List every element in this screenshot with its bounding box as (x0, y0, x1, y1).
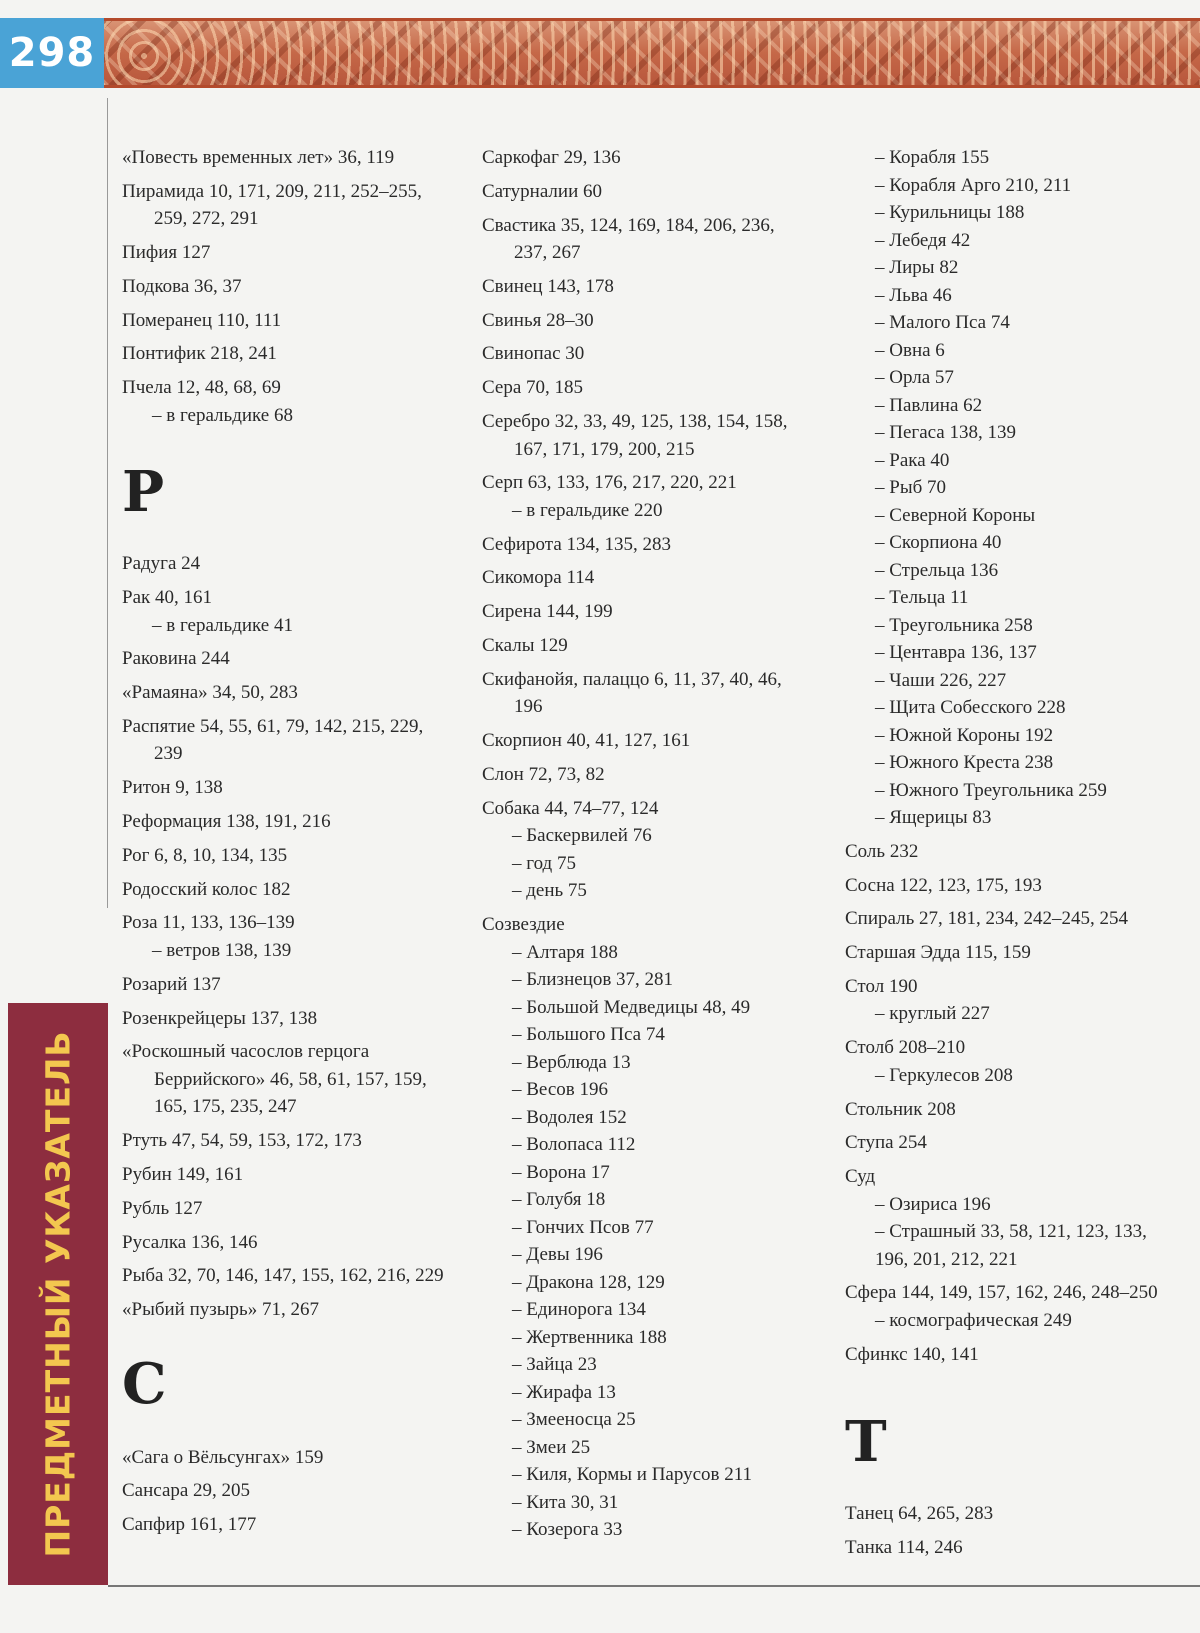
index-entry: Раковина 244 (122, 648, 230, 670)
index-entry: Роза 11, 133, 136–139 – ветров 138, 139 (122, 912, 295, 961)
page-number: 298 (0, 18, 104, 88)
bottom-rule (108, 1585, 1200, 1587)
index-entry: Спираль 27, 181, 234, 242–245, 254 (845, 908, 1129, 930)
section-letter-s: С (122, 1350, 167, 1417)
index-entry: Танец 64, 265, 283 (845, 1503, 994, 1525)
index-entry: Столб 208–210 – Геркулесов 208 (845, 1037, 1013, 1086)
section-letter-r: Р (122, 459, 165, 526)
index-entry: Серп 63, 133, 176, 217, 220, 221 – в геральдике 220 (482, 472, 737, 521)
index-entry: Свинья 28–30 (482, 309, 594, 331)
index-entry: Родосский колос 182 (122, 878, 291, 900)
section-letter-t: Т (845, 1409, 887, 1476)
index-entry: Свастика 35, 124, 169, 184, 206, 236, 237, 267 (482, 214, 775, 264)
section-side-tab (8, 1003, 108, 1585)
index-entry: Сфера 144, 149, 157, 162, 246, 248–250 – космографическая 249 (845, 1282, 1158, 1331)
index-entry: Рыба 32, 70, 146, 147, 155, 162, 216, 229 (122, 1265, 444, 1287)
index-entry: Стол 190 – круглый 227 (845, 975, 990, 1025)
index-entry: Скорпион 40, 41, 127, 161 (482, 730, 691, 752)
index-entry: Розенкрейцеры 137, 138 (122, 1007, 318, 1029)
index-entry: Рубль 127 (122, 1197, 203, 1219)
index-entry: Рог 6, 8, 10, 134, 135 (122, 844, 288, 866)
margin-rule (107, 98, 108, 908)
index-entry: Стольник 208 (845, 1098, 956, 1120)
index-entry: «Роскошный часослов герцога Беррийского» 46, 58, 61, 157, 159, 165, 175, 235, 247 (122, 1041, 427, 1118)
index-entry: «Рыбий пузырь» 71, 267 (122, 1299, 319, 1321)
index-entry: Сера 70, 185 (482, 377, 584, 399)
index-entry: Ртуть 47, 54, 59, 153, 172, 173 (122, 1130, 362, 1152)
index-entry: Сирена 144, 199 (482, 601, 613, 623)
index-entry: Серебро 32, 33, 49, 125, 138, 154, 158, 167, 171, 179, 200, 215 (482, 411, 788, 460)
index-entry: Танка 114, 246 (845, 1537, 963, 1559)
index-entry: Сатурналии 60 (482, 180, 603, 202)
index-entry-continued: – Корабля 155 – Корабля Арго 210, 211 – Курильницы 188 – Лебедя 42 – Лиры 82 – Льва 46 – Малого Пса 74 – Овна 6 – Орла 57 – Павлина 62 – Пегаса 138, 139 – Рака 40 – Рыб 70 – Северной Короны – Скорпиона 40 – Стрельца 136 – Тельца 11 – Треугольника 258 – Центавра 136, 137 – Чаши 226, 227 – Щита Собесского 228 – Южной Короны 192 – Южного Креста 238 – Южного Треугольника 259 – Ящерицы 83 (875, 147, 1107, 828)
index-entry: Свинопас 30 (482, 343, 585, 365)
index-column-2 (482, 144, 812, 1550)
index-entry: Ступа 254 (845, 1132, 927, 1154)
index-entry: Собака 44, 74–77, 124 – Баскервилей 76 – год 75 – день 75 (482, 797, 659, 902)
ornamental-border (104, 18, 1200, 88)
index-entry: Пирамида 10, 171, 209, 211, 252–255, 259, 272, 291 (122, 180, 422, 230)
index-entry: Свинец 143, 178 (482, 275, 614, 297)
index-entry: Созвездие – Алтаря 188 – Близнецов 37, 281 – Большой Медведицы 48, 49 – Большого Пса 74 – Верблюда 13 – Весов 196 – Водолея 152 – Волопаса 112 – Ворона 17 – Голубя 18 – Гончих Псов 77 – Девы 196 – Дракона 128, 129 – Единорога 134 – Жертвенника 188 – Зайца 23 – Жирафа 13 – Змееносца 25 – Змеи 25 – Киля, Кормы и Парусов 211 – Кита 30, 31 – Козерога 33 (482, 914, 753, 1541)
index-entry: Скифанойя, палаццо 6, 11, 37, 40, 46, 196 (482, 668, 782, 718)
side-tab-label: ПРЕДМЕТНЫЙ УКАЗАТЕЛЬ (38, 1030, 78, 1558)
index-entry: Скалы 129 (482, 635, 568, 657)
index-entry: Русалка 136, 146 (122, 1231, 258, 1253)
index-column-1 (122, 144, 452, 1545)
index-entry: Реформация 138, 191, 216 (122, 811, 331, 833)
index-entry: Рак 40, 161 – в геральдике 41 (122, 587, 293, 636)
index-entry: Розарий 137 (122, 973, 221, 995)
index-entry: Сансара 29, 205 (122, 1480, 251, 1502)
index-entry: «Повесть временных лет» 36, 119 (122, 147, 395, 168)
index-entry: Рубин 149, 161 (122, 1163, 244, 1185)
index-entry: Понтифик 218, 241 (122, 343, 277, 365)
index-entry: Пифия 127 (122, 242, 211, 264)
index-entry: Пчела 12, 48, 68, 69 – в геральдике 68 (122, 377, 293, 426)
index-entry: Старшая Эдда 115, 159 (845, 942, 1031, 964)
index-entry: Радуга 24 (122, 553, 201, 575)
index-entry: Ритон 9, 138 (122, 777, 223, 799)
index-entry: Померанец 110, 111 (122, 309, 282, 331)
index-entry: Сосна 122, 123, 175, 193 (845, 874, 1042, 896)
index-entry: Сфинкс 140, 141 (845, 1343, 979, 1365)
index-column-3 (845, 144, 1175, 1568)
index-entry: Суд – Озириса 196 – Страшный 33, 58, 121, 123, 133, 196, 201, 212, 221 (845, 1166, 1147, 1270)
index-entry: Сапфир 161, 177 (122, 1514, 257, 1536)
index-entry: «Сага о Вёльсунгах» 159 (122, 1446, 324, 1468)
index-entry: Соль 232 (845, 840, 919, 862)
index-entry: Слон 72, 73, 82 (482, 763, 605, 785)
index-entry: Саркофаг 29, 136 (482, 147, 621, 168)
index-entry: Сефирота 134, 135, 283 (482, 533, 672, 555)
index-entry: Подкова 36, 37 (122, 275, 242, 297)
index-entry: «Рамаяна» 34, 50, 283 (122, 682, 298, 704)
index-entry: Сикомора 114 (482, 567, 595, 589)
index-entry: Распятие 54, 55, 61, 79, 142, 215, 229, 239 (122, 715, 424, 765)
